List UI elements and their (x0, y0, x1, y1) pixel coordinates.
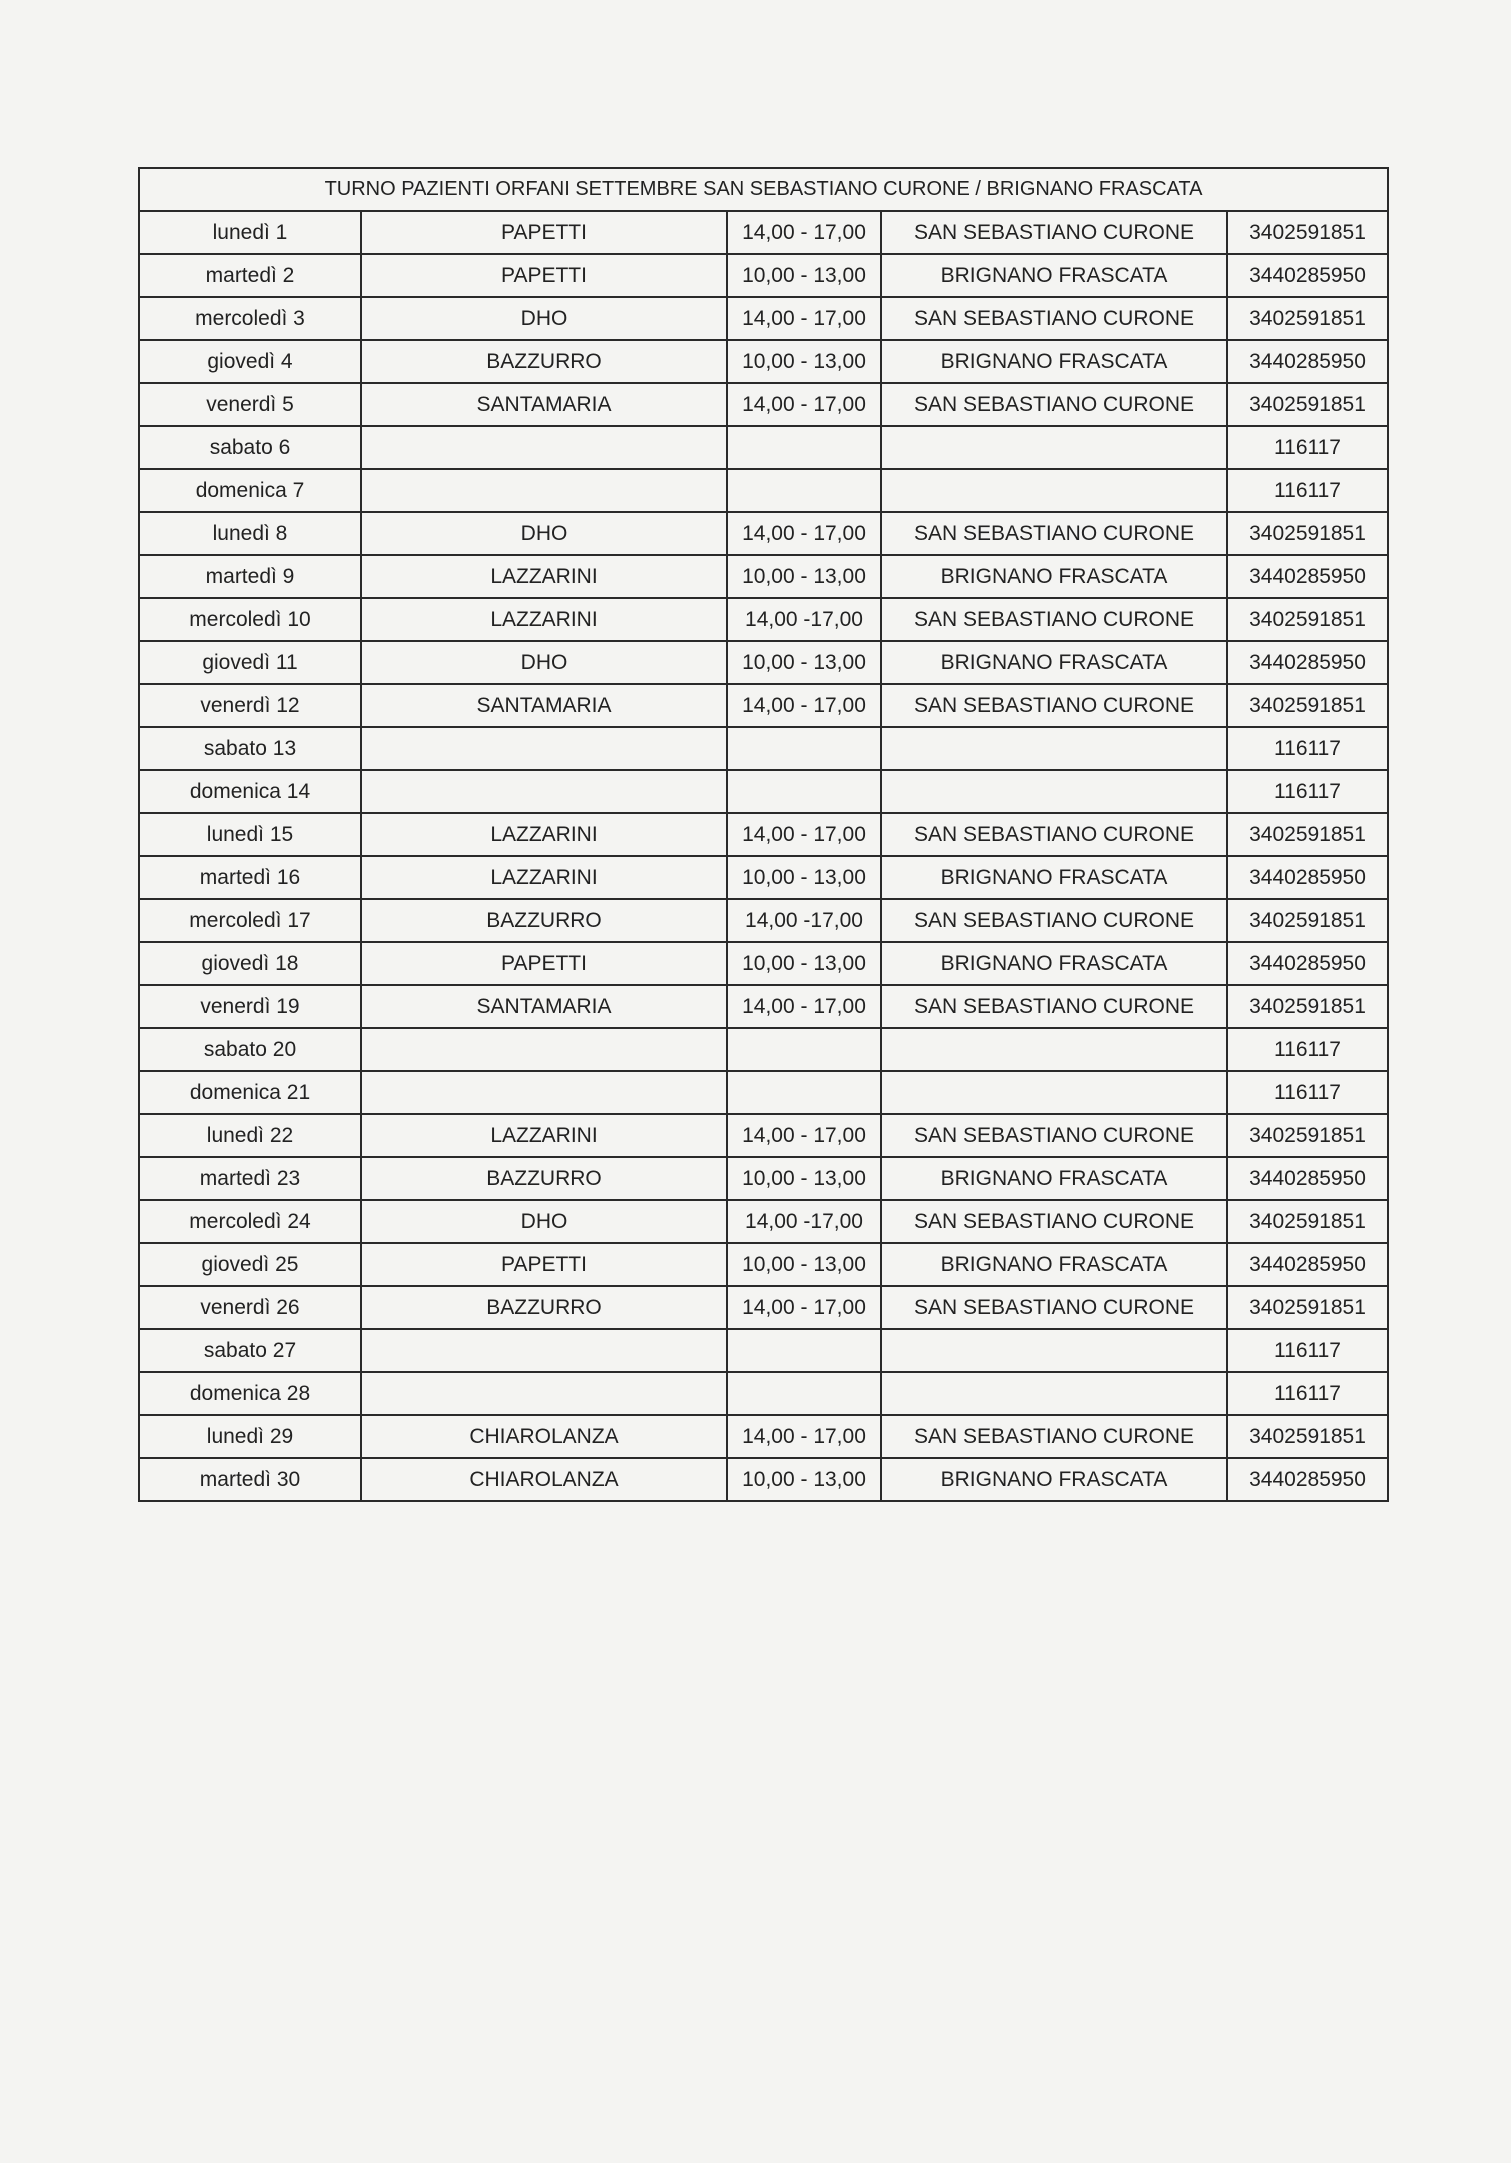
hours-cell (727, 426, 881, 469)
hours-cell: 14,00 -17,00 (727, 899, 881, 942)
phone-cell: 3402591851 (1227, 211, 1388, 254)
phone-cell: 3402591851 (1227, 1114, 1388, 1157)
doctor-cell: SANTAMARIA (361, 383, 727, 426)
phone-cell: 116117 (1227, 426, 1388, 469)
day-cell: mercoledì 24 (139, 1200, 361, 1243)
day-cell: sabato 27 (139, 1329, 361, 1372)
hours-cell: 14,00 - 17,00 (727, 1286, 881, 1329)
doctor-cell: SANTAMARIA (361, 684, 727, 727)
table-row (139, 1071, 1388, 1114)
table-row (139, 598, 1388, 641)
phone-cell: 116117 (1227, 1372, 1388, 1415)
table-row (139, 383, 1388, 426)
table-row (139, 1372, 1388, 1415)
place-cell: SAN SEBASTIANO CURONE (881, 211, 1227, 254)
hours-cell: 10,00 - 13,00 (727, 340, 881, 383)
table-row (139, 727, 1388, 770)
day-cell: sabato 20 (139, 1028, 361, 1071)
hours-cell: 14,00 - 17,00 (727, 512, 881, 555)
hours-cell: 14,00 - 17,00 (727, 1415, 881, 1458)
place-cell: SAN SEBASTIANO CURONE (881, 512, 1227, 555)
day-cell: venerdì 5 (139, 383, 361, 426)
phone-cell: 116117 (1227, 727, 1388, 770)
hours-cell: 14,00 - 17,00 (727, 297, 881, 340)
hours-cell (727, 469, 881, 512)
place-cell: BRIGNANO FRASCATA (881, 340, 1227, 383)
place-cell: SAN SEBASTIANO CURONE (881, 813, 1227, 856)
place-cell: SAN SEBASTIANO CURONE (881, 985, 1227, 1028)
table-row (139, 1415, 1388, 1458)
doctor-cell (361, 426, 727, 469)
place-cell (881, 770, 1227, 813)
day-cell: domenica 7 (139, 469, 361, 512)
day-cell: giovedì 25 (139, 1243, 361, 1286)
phone-cell: 3402591851 (1227, 383, 1388, 426)
phone-cell: 116117 (1227, 1071, 1388, 1114)
phone-cell: 3440285950 (1227, 254, 1388, 297)
doctor-cell: PAPETTI (361, 1243, 727, 1286)
hours-cell: 14,00 -17,00 (727, 598, 881, 641)
day-cell: martedì 2 (139, 254, 361, 297)
doctor-cell: SANTAMARIA (361, 985, 727, 1028)
place-cell: BRIGNANO FRASCATA (881, 1243, 1227, 1286)
doctor-cell: PAPETTI (361, 942, 727, 985)
table-row (139, 1286, 1388, 1329)
doctor-cell: BAZZURRO (361, 899, 727, 942)
phone-cell: 3440285950 (1227, 1157, 1388, 1200)
place-cell: BRIGNANO FRASCATA (881, 254, 1227, 297)
day-cell: venerdì 19 (139, 985, 361, 1028)
doctor-cell: DHO (361, 1200, 727, 1243)
table-row (139, 1114, 1388, 1157)
place-cell (881, 1372, 1227, 1415)
day-cell: venerdì 12 (139, 684, 361, 727)
place-cell: SAN SEBASTIANO CURONE (881, 1286, 1227, 1329)
day-cell: martedì 16 (139, 856, 361, 899)
phone-cell: 3440285950 (1227, 1243, 1388, 1286)
doctor-cell: DHO (361, 512, 727, 555)
hours-cell (727, 1071, 881, 1114)
shift-rows (139, 211, 1388, 1501)
doctor-cell (361, 1028, 727, 1071)
phone-cell: 3402591851 (1227, 899, 1388, 942)
phone-cell: 3440285950 (1227, 856, 1388, 899)
phone-cell: 3402591851 (1227, 684, 1388, 727)
doctor-cell: BAZZURRO (361, 1157, 727, 1200)
table-row (139, 1243, 1388, 1286)
table-row (139, 555, 1388, 598)
day-cell: domenica 14 (139, 770, 361, 813)
doctor-cell: PAPETTI (361, 254, 727, 297)
shift-table (138, 167, 1389, 1502)
doctor-cell: DHO (361, 297, 727, 340)
doctor-cell (361, 727, 727, 770)
hours-cell: 14,00 -17,00 (727, 1200, 881, 1243)
place-cell (881, 426, 1227, 469)
place-cell: SAN SEBASTIANO CURONE (881, 684, 1227, 727)
phone-cell: 116117 (1227, 1329, 1388, 1372)
hours-cell: 14,00 - 17,00 (727, 985, 881, 1028)
place-cell (881, 727, 1227, 770)
hours-cell: 14,00 - 17,00 (727, 684, 881, 727)
doctor-cell: LAZZARINI (361, 813, 727, 856)
doctor-cell: PAPETTI (361, 211, 727, 254)
day-cell: giovedì 11 (139, 641, 361, 684)
table-row (139, 813, 1388, 856)
day-cell: domenica 28 (139, 1372, 361, 1415)
day-cell: venerdì 26 (139, 1286, 361, 1329)
doctor-cell (361, 770, 727, 813)
day-cell: mercoledì 10 (139, 598, 361, 641)
place-cell: BRIGNANO FRASCATA (881, 641, 1227, 684)
table-row (139, 1028, 1388, 1071)
day-cell: giovedì 4 (139, 340, 361, 383)
doctor-cell: LAZZARINI (361, 598, 727, 641)
table-row (139, 426, 1388, 469)
phone-cell: 3402591851 (1227, 598, 1388, 641)
doctor-cell (361, 469, 727, 512)
phone-cell: 3440285950 (1227, 340, 1388, 383)
doctor-cell (361, 1372, 727, 1415)
table-row (139, 1458, 1388, 1501)
hours-cell: 10,00 - 13,00 (727, 1458, 881, 1501)
phone-cell: 3402591851 (1227, 1286, 1388, 1329)
phone-cell: 116117 (1227, 770, 1388, 813)
place-cell: BRIGNANO FRASCATA (881, 1157, 1227, 1200)
hours-cell (727, 1329, 881, 1372)
day-cell: sabato 6 (139, 426, 361, 469)
day-cell: martedì 9 (139, 555, 361, 598)
place-cell (881, 469, 1227, 512)
phone-cell: 3440285950 (1227, 1458, 1388, 1501)
hours-cell: 10,00 - 13,00 (727, 555, 881, 598)
hours-cell: 10,00 - 13,00 (727, 641, 881, 684)
table-row (139, 254, 1388, 297)
day-cell: lunedì 22 (139, 1114, 361, 1157)
phone-cell: 3402591851 (1227, 1415, 1388, 1458)
doctor-cell (361, 1071, 727, 1114)
doctor-cell: LAZZARINI (361, 1114, 727, 1157)
hours-cell (727, 727, 881, 770)
phone-cell: 3402591851 (1227, 297, 1388, 340)
day-cell: lunedì 8 (139, 512, 361, 555)
day-cell: domenica 21 (139, 1071, 361, 1114)
place-cell: SAN SEBASTIANO CURONE (881, 1114, 1227, 1157)
table-row (139, 340, 1388, 383)
hours-cell: 10,00 - 13,00 (727, 1243, 881, 1286)
phone-cell: 3402591851 (1227, 985, 1388, 1028)
day-cell: sabato 13 (139, 727, 361, 770)
doctor-cell: CHIAROLANZA (361, 1415, 727, 1458)
place-cell: BRIGNANO FRASCATA (881, 1458, 1227, 1501)
doctor-cell: CHIAROLANZA (361, 1458, 727, 1501)
hours-cell: 14,00 - 17,00 (727, 1114, 881, 1157)
hours-cell: 10,00 - 13,00 (727, 856, 881, 899)
table-row (139, 1329, 1388, 1372)
table-row (139, 899, 1388, 942)
hours-cell: 14,00 - 17,00 (727, 211, 881, 254)
phone-cell: 3402591851 (1227, 813, 1388, 856)
table-row (139, 856, 1388, 899)
day-cell: martedì 23 (139, 1157, 361, 1200)
place-cell: SAN SEBASTIANO CURONE (881, 598, 1227, 641)
phone-cell: 3402591851 (1227, 512, 1388, 555)
place-cell: SAN SEBASTIANO CURONE (881, 297, 1227, 340)
table-title: TURNO PAZIENTI ORFANI SETTEMBRE SAN SEBASTIANO CURONE / BRIGNANO FRASCATA (139, 168, 1388, 211)
table-row (139, 211, 1388, 254)
phone-cell: 3440285950 (1227, 641, 1388, 684)
doctor-cell: BAZZURRO (361, 1286, 727, 1329)
place-cell (881, 1028, 1227, 1071)
phone-cell: 116117 (1227, 469, 1388, 512)
phone-cell: 3440285950 (1227, 555, 1388, 598)
day-cell: lunedì 15 (139, 813, 361, 856)
place-cell: BRIGNANO FRASCATA (881, 555, 1227, 598)
table-row (139, 1157, 1388, 1200)
place-cell (881, 1329, 1227, 1372)
doctor-cell: BAZZURRO (361, 340, 727, 383)
table-row (139, 469, 1388, 512)
title-row (139, 168, 1388, 211)
place-cell: SAN SEBASTIANO CURONE (881, 1415, 1227, 1458)
doctor-cell: LAZZARINI (361, 856, 727, 899)
hours-cell: 10,00 - 13,00 (727, 1157, 881, 1200)
hours-cell: 14,00 - 17,00 (727, 383, 881, 426)
table-row (139, 641, 1388, 684)
phone-cell: 3440285950 (1227, 942, 1388, 985)
day-cell: martedì 30 (139, 1458, 361, 1501)
day-cell: giovedì 18 (139, 942, 361, 985)
day-cell: lunedì 29 (139, 1415, 361, 1458)
hours-cell (727, 1028, 881, 1071)
place-cell: SAN SEBASTIANO CURONE (881, 383, 1227, 426)
place-cell: SAN SEBASTIANO CURONE (881, 1200, 1227, 1243)
hours-cell: 14,00 - 17,00 (727, 813, 881, 856)
table-row (139, 1200, 1388, 1243)
table-row (139, 512, 1388, 555)
table-row (139, 985, 1388, 1028)
day-cell: mercoledì 3 (139, 297, 361, 340)
doctor-cell (361, 1329, 727, 1372)
place-cell: BRIGNANO FRASCATA (881, 942, 1227, 985)
table-row (139, 942, 1388, 985)
hours-cell (727, 770, 881, 813)
hours-cell: 10,00 - 13,00 (727, 942, 881, 985)
table-row (139, 297, 1388, 340)
doctor-cell: DHO (361, 641, 727, 684)
table-row (139, 684, 1388, 727)
schedule-sheet (138, 167, 1387, 1502)
hours-cell (727, 1372, 881, 1415)
day-cell: lunedì 1 (139, 211, 361, 254)
place-cell: BRIGNANO FRASCATA (881, 856, 1227, 899)
phone-cell: 3402591851 (1227, 1200, 1388, 1243)
phone-cell: 116117 (1227, 1028, 1388, 1071)
doctor-cell: LAZZARINI (361, 555, 727, 598)
hours-cell: 10,00 - 13,00 (727, 254, 881, 297)
day-cell: mercoledì 17 (139, 899, 361, 942)
place-cell: SAN SEBASTIANO CURONE (881, 899, 1227, 942)
table-row (139, 770, 1388, 813)
place-cell (881, 1071, 1227, 1114)
